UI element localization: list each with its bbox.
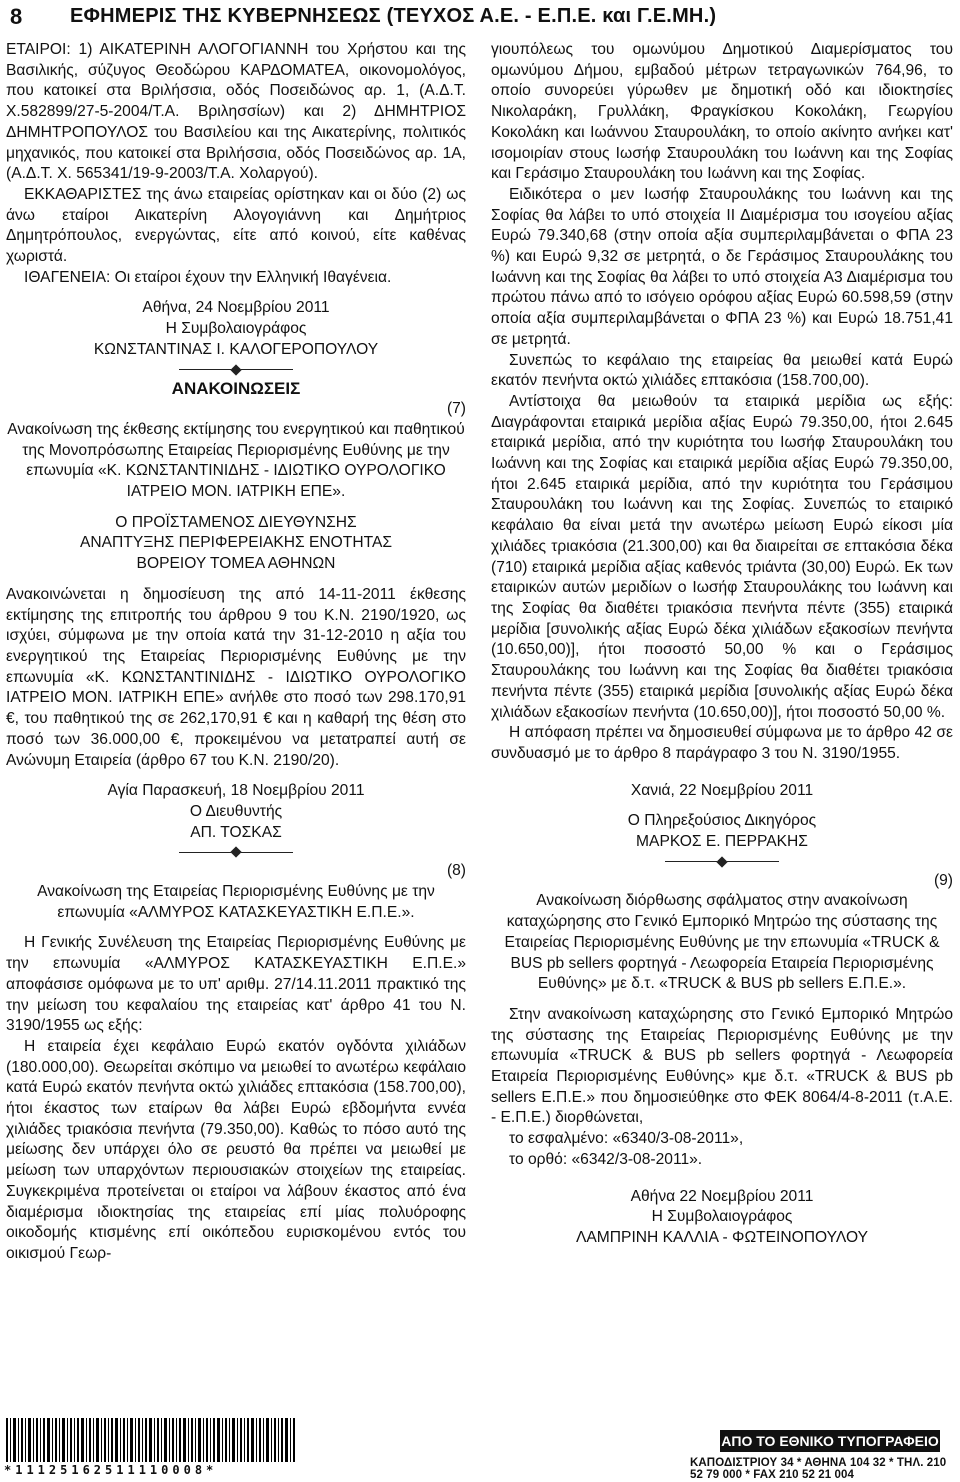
signature-name: ΑΠ. ΤΟΣΚΑΣ — [190, 823, 282, 841]
notice-body: Η Γενικής Συνέλευση της Εταιρείας Περιορισμένης Ευθύνης με την επωνυμία «ΑΛΜΥΡΟΣ ΚΑΤΑΣΚΕΥΑΣΤΙΚΗ Ε.Π.Ε.» αποφάσισε ομόφωνα με το υπ' αριθμ. 27/14.11.2011 πρακτικό της την μείωση του κεφαλαίου της εταιρείας κατ' άρθρο 41 του Ν. 3190/1955 ως εξής: — [6, 934, 466, 1035]
signature-name: ΜΑΡΚΟΣ Ε. ΠΕΡΡΑΚΗΣ — [636, 833, 808, 851]
signature-date: Αθήνα, 24 Νοεμβρίου 2011 — [142, 299, 330, 317]
signature-name: ΛΑΜΠΡΙΝΗ ΚΑΛΛΙΑ - ΦΩΤΕΙΝΟΠΟΥΛΟΥ — [575, 1228, 869, 1246]
notice-title: Ανακοίνωση διόρθωσης σφάλματος στην ανακοίνωση καταχώρησης στο Γενικό Εμπορικό Μητρώο της σύστασης της Εταιρείας Περιορισμένης Ευθύνης με την επωνυμία «TRUCK & BUS pb sellers φορτηγά - Λεωφορεία Εταιρεία Περιορισμένης Ευθύνης» με δ.τ. «TRUCK & BUS pb sellers Ε.Π.Ε.». — [504, 892, 940, 993]
correction-right: το ορθό: «6342/3-08-2011». — [509, 1150, 703, 1168]
signature-date: Αθήνα 22 Νοεμβρίου 2011 — [630, 1187, 814, 1205]
right-column — [491, 40, 953, 1249]
section-heading: ΑΝΑΚΟΙΝΩΣΕΙΣ — [171, 378, 301, 398]
page-header — [6, 2, 954, 32]
notice-title: Ανακοίνωση της Εταιρείας Περιορισμένης Ευθύνης με την επωνυμία «ΑΛΜΥΡΟΣ ΚΑΤΑΣΚΕΥΑΣΤΙΚΗ Ε.Π.Ε.». — [37, 883, 435, 921]
signature-role: Η Συμβολαιογράφος — [165, 320, 307, 338]
correction-wrong: το εσφαλμένο: «6340/3-08-2011», — [509, 1130, 744, 1148]
barcode-number: *11125162511110008* — [4, 1463, 218, 1477]
printer-address: ΚΑΠΟΔΙΣΤΡΙΟΥ 34 * ΑΘΗΝΑ 104 32 * ΤΗΛ. 210 52 79 000 * FAX 210 52 21 004 — [690, 1457, 947, 1481]
notice-body: Ανακοινώνεται η δημοσίευση της από 14-11-2011 έκθεσης εκτίμησης της επιτροπής του άρθρου 9 του Κ.Ν. 2190/1920, ως ισχύει, σύμφωνα με την οποία κατά την 31-12-2010 η αξία του ενεργητικού της Εταιρείας Περιορισμένης Ευθύνης με την επωνυμία «Κ. ΚΩΝΣΤΑΝΤΙΝΙΔΗΣ - ΙΔΙΩΤΙΚΟ ΟΥΡΟΛΟΓΙΚΟ ΙΑΤΡΕΙΟ ΜΟΝ. ΙΑΤΡΙΚΗ ΕΠΕ» ανήλθε στο ποσό των 298.170,91 €, του παθητικού της σε 262,170,91 € και η καθαρή της θέση στο ποσό των 36.000,00 €, προκειμένου να μετατραπεί αυτή σε Ανώνυμη Εταιρεία (άρθρο 67 του Κ.Ν. 2190/20). — [6, 585, 466, 769]
left-column — [6, 40, 466, 1265]
paragraph-nationality: ΙΘΑΓΕΝΕΙΑ: Οι εταίροι έχουν την Ελληνική Ιθαγένεια. — [24, 268, 392, 286]
authority-line: ΑΝΑΠΤΥΞΗΣ ΠΕΡΙΦΕΡΕΙΑΚΗΣ ΕΝΟΤΗΤΑΣ — [79, 534, 392, 552]
authority-line: Ο ΠΡΟΪΣΤΑΜΕΝΟΣ ΔΙΕΥΘΥΝΣΗΣ — [115, 513, 357, 531]
signature-name: ΚΩΝΣΤΑΝΤΙΝΑΣ Ι. ΚΑΛΟΓΕΡΟΠΟΥΛΟΥ — [93, 340, 379, 358]
notice-title: Ανακοίνωση της έκθεσης εκτίμησης του ενεργητικού και παθητικού της Μονοπρόσωπης Εταιρείας Περιορισμένης Ευθύνης με την επωνυμία «Κ. ΚΩΝΣΤΑΝΤΙΝΙΔΗΣ - ΙΔΙΩΤΙΚΟ ΟΥΡΟΛΟΓΙΚΟ ΙΑΤΡΕΙΟ ΜΟΝ. ΙΑΤΡΙΚΗ ΕΠΕ». — [7, 420, 465, 501]
signature-role: Ο Πληρεξούσιος Δικηγόρος — [627, 812, 817, 830]
notice-number: (8) — [446, 862, 466, 880]
paragraph-partners: ΕΤΑΙΡΟΙ: 1) ΑΙΚΑΤΕΡΙΝΗ ΑΛΟΓΟΓΙΑΝΝΗ του Χρήστου και της Βασιλικής, σύζυγος Θεοδώρου ΚΑΡΔΟΜΑΤΕΑ, οικονομολόγος, που κατοικεί στα Βριλήσσια, οδός Ποσειδώνος αρ. 1, (Α.Δ.Τ. Χ.582899/27-5-2004/Τ.Α. Βριλησσίων) και 2) ΔΗΜΗΤΡΙΟΣ ΔΗΜΗΤΡΟΠΟΥΛΟΣ του Βασιλείου και της Αικατερίνης, πολιτικός μηχανικός, που κατοικεί στα Βριλήσσια, οδός Ποσειδώνος αρ. 1Α, (Α.Δ.Τ. Χ. 565341/19-9-2003/Τ.Α. Χολαργού). — [6, 41, 466, 183]
notice-body: γιουπόλεως του ομωνύμου Δημοτικού Διαμερίσματος του ομωνύμου Δήμου, εμβαδού μέτρων τετραγωνικών 764,96, το οποίο συνορεύει γύρωθεν με δημοτική οδό και ιδιοκτησίες Νικολαράκη, Γρυλλάκη, Φραγκίσκου Κοκολάκη, Γεωργίου Κοκολάκη και Ιωάννου Σταυρουλάκη, το οποίο ακίνητο ανήκει κατ' ισομοιρίαν στους Ιωσήφ Σταυρουλάκη του Ιωάννη και της Σοφίας και Γεράσιμο Σταυρουλάκη του Ιωάννη και της Σοφίας. — [491, 41, 953, 183]
notice-body: Ειδικότερα ο μεν Ιωσήφ Σταυρουλάκης του Ιωάννη και της Σοφίας θα λάβει το υπό στοιχεία ΙΙ Διαμέρισμα του ισογείου αξίας Ευρώ 79.340,68 (στην οποία αξία συμπεριλαμβάνεται ο ΦΠΑ 23 %) και Ευρώ 9,32 σε μετρητά, ο δε Γεράσιμος Σταυρουλάκης του Ιωάννη και της Σοφίας θα λάβει το υπό στοιχεία Α3 Διαμέρισμα του πρώτου πάνω από το ισόγειο ορόφου αξίας Ευρώ 60.598,59 (στην οποία αξία συμπεριλαμβάνεται ο ΦΠΑ 23 %) και Ευρώ 18.751,41 σε μετρητά. — [491, 185, 953, 348]
notice-body: Συνεπώς το κεφάλαιο της εταιρείας θα μειωθεί κατά Ευρώ εκατόν πενήντα οκτώ χιλιάδες επτακόσια (158.700,00). — [491, 351, 953, 390]
notice-body: Αντίστοιχα θα μειωθούν τα εταιρικά μερίδια ως εξής: Διαγράφονται εταιρικά μερίδια αξίας Ευρώ 79.350,00, ήτοι 2.645 εταιρικά μερίδια, από την κυριότητα του Ιωσήφ Σταυρουλάκη του Ιωάννη και της Σοφίας και εταιρικά μερίδια αξίας Ευρώ 79.350,00, ήτοι 2.645 εταιρικά μερίδια, από την κυριότητα του Γεράσιμου Σταυρουλάκη του Ιωάννη και της Σοφίας. Συνεπώς το εταιρικό κεφάλαιο θα είναι μετά την ανωτέρω μείωση Ευρώ είκοσι μία χιλιάδες τριακόσια (21.300,00) και θα διαιρείται σε επτακόσια δέκα (710) εταιρικά μερίδια αξίας καθενός τριάντα (30,00) Ευρώ. Εκ των εταιρικών αυτών μεριδίων ο Ιωσήφ Σταυρουλάκης του Ιωάννη και της Σοφίας θα διαθέτει τριακόσια πενήντα πέντε (355) εταιρικά μερίδια [συνολικής αξίας Ευρώ δέκα χιλιάδων εξακοσίων πενήντα (10.650,00)], ήτοι ποσοστό 50,00 % και ο Γεράσιμος Σταυρουλάκης του Ιωάννη και της Σοφίας θα διαθέτει τριακόσια πενήντα πέντε (355) εταιρικά μερίδια [συνολικής αξίας Ευρώ δέκα χιλιάδων εξακοσίων πενήντα (10.650,00)], ήτοι ποσοστό 50,00 %. — [491, 392, 953, 721]
notice-body: Η απόφαση πρέπει να δημοσιευθεί σύμφωνα με το άρθρο 42 σε συνδυασμό με το άρθρο 8 παράγραφο 3 του Ν. 3190/1955. — [491, 724, 953, 762]
notice-number: (7) — [446, 400, 466, 418]
signature-role: Η Συμβολαιογράφος — [651, 1208, 793, 1226]
authority-line: ΒΟΡΕΙΟΥ ΤΟΜΕΑ ΑΘΗΝΩΝ — [136, 555, 336, 573]
separator-ornament — [491, 853, 953, 871]
barcode — [6, 1418, 296, 1462]
separator-ornament — [6, 843, 466, 861]
notice-number: (9) — [933, 871, 953, 889]
notice-body: Στην ανακοίνωση καταχώρησης στο Γενικό Εμπορικό Μητρώο της σύστασης της Εταιρείας Περιορισμένης Ευθύνης με την επωνυμία «TRUCK & BUS pb sellers φορτηγά - Λεωφορεία Εταιρεία Περιορισμένης Ευθύνης» κμε δ.τ. «TRUCK & BUS pb sellers Ε.Π.Ε.» που δημοσιεύθηκε στο ΦΕΚ 8064/4-8-2011 (τ.Α.Ε. - Ε.Π.Ε.) διορθώνεται, — [491, 1005, 953, 1127]
page-number: 8 — [10, 4, 23, 29]
signature-date: Αγία Παρασκευή, 18 Νοεμβρίου 2011 — [107, 782, 365, 800]
paragraph-liquidators: ΕΚΚΑΘΑΡΙΣΤΕΣ της άνω εταιρείας ορίστηκαν και οι δύο (2) ως άνω εταίροι Αικατερίνη Αλογογιάννη και Δημήτριος Δημητρόπουλος, ενεργώντας, είτε από κοινού, είτε καθένας χωριστά. — [6, 185, 466, 266]
signature-role: Ο Διευθυντής — [189, 802, 283, 820]
signature-date: Χανιά, 22 Νοεμβρίου 2011 — [630, 781, 814, 799]
journal-title: ΕΦΗΜΕΡΙΣ ΤΗΣ ΚΥΒΕΡΝΗΣΕΩΣ (ΤΕΥΧΟΣ Α.Ε. - Ε.Π.Ε. και Γ.Ε.ΜΗ.) — [70, 5, 717, 27]
notice-body: Η εταιρεία έχει κεφάλαιο Ευρώ εκατόν ογδόντα χιλιάδων (180.000,00). Θεωρείται σκόπιμο να μειωθεί το ανωτέρω κεφάλαιο κατά Ευρώ εκατόν πενήντα οκτώ χιλιάδες επτακόσια (158.700,00), ήτοι έκαστος των εταίρων θα λάβει Ευρώ εβδομήντα εννέα χιλιάδες τριακόσια πενήντα (79.350,00). Καθώς το πόσο αυτό της μείωσης δεν υπάρχει όλο σε ρευστό θα πρέπει να μειωθεί με μείωση των υπαρχόντων περιουσιακών στοιχείων της εταιρείας. Συγκεκριμένα προτείνεται οι εταίροι να λάβουν έκαστος από ένα διαμέρισμα ιδιοκτησίας της εταιρείας επί μίας πολυόροφης οικοδομής κτισμένης επί οικόπεδου ευρισκομένου εντός του οικισμού Γεωρ- — [6, 1037, 466, 1262]
separator-ornament — [6, 361, 466, 379]
printer-label: ΑΠΟ ΤΟ ΕΘΝΙΚΟ ΤΥΠΟΓΡΑΦΕΙΟ — [720, 1430, 940, 1452]
